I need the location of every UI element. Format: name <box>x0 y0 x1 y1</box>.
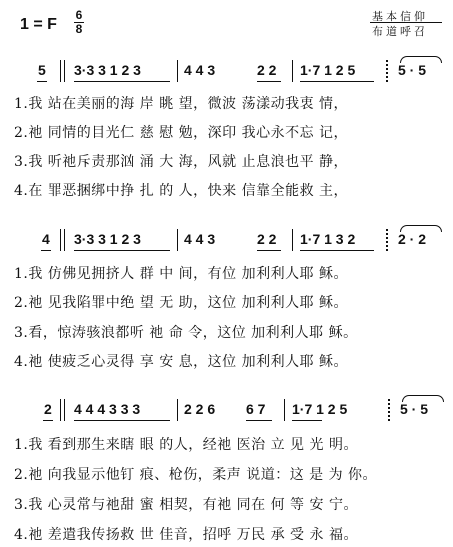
measure-1: 3·3 3 1 2 3 <box>74 62 141 78</box>
verse-line: 3.我 听祂斥责那汹 涌 大 海，风就 止息浪也平 静， <box>14 154 349 170</box>
pickup-note: 5 <box>38 62 46 78</box>
verse-line: 4.祂 差遣我传扬救 世 佳音，招呼 万民 承 受 永 福。 <box>14 527 358 543</box>
meter-top: 6 <box>75 8 83 22</box>
pickup-note: 2 <box>44 401 52 417</box>
measure-2: 4 4 3 <box>184 231 216 247</box>
key-signature: 1 = F <box>20 16 57 33</box>
verse-line: 1.我 站在美丽的海 岸 眺 望，微波 荡漾动我衷 情， <box>14 96 349 112</box>
verse-line: 4.祂 使疲乏心灵得 享 安 息，这位 加利利人耶 稣。 <box>14 354 349 370</box>
notation-line-2 <box>0 231 453 253</box>
measure-1: 3·3 3 1 2 3 <box>74 231 141 247</box>
pickup-note: 4 <box>42 231 50 247</box>
measure-3: 1·7 1 2 5 <box>292 401 348 417</box>
verse-line: 1.我 仿佛见拥挤人 群 中 间，有位 加利利人耶 稣。 <box>14 266 349 282</box>
category-label: 基本信仰 <box>372 10 428 23</box>
verse-line: 3.看，惊涛骇浪都听 祂 命 令，这位 加利利人耶 稣。 <box>14 325 358 341</box>
measure-3: 1·7 1 3 2 <box>300 231 356 247</box>
measure-2-tail: 6 7 <box>246 401 266 417</box>
meter-bottom: 8 <box>75 22 83 36</box>
subcategory-label: 布道呼召 <box>372 25 428 38</box>
measure-4: 5 · 5 <box>398 62 427 78</box>
measure-2-tail: 2 2 <box>257 231 277 247</box>
verse-line: 3.我 心灵常与祂甜 蜜 相契，有祂 同在 何 等 安 宁。 <box>14 497 358 513</box>
measure-3: 1·7 1 2 5 <box>300 62 356 78</box>
verse-line: 2.祂 见我陷罪中绝 望 无 助，这位 加利利人耶 稣。 <box>14 295 349 311</box>
time-signature <box>74 10 84 35</box>
notation-line-1 <box>0 62 453 84</box>
verse-line: 2.祂 向我显示他钉 痕、枪伤，柔声 说道：这 是 为 你。 <box>14 467 378 483</box>
measure-2: 2 2 6 <box>184 401 216 417</box>
verse-line: 4.在 罪恶捆绑中挣 扎 的 人，快来 信靠全能救 主， <box>14 183 349 199</box>
measure-4: 5 · 5 <box>400 401 429 417</box>
measure-2: 4 4 3 <box>184 62 216 78</box>
measure-1: 4 4 4 3 3 3 <box>74 401 141 417</box>
measure-4: 2 · 2 <box>398 231 427 247</box>
measure-2-tail: 2 2 <box>257 62 277 78</box>
verse-line: 2.祂 同情的目光仁 慈 慰 勉，深印 我心永不忘 记， <box>14 125 349 141</box>
notation-line-3 <box>0 401 453 423</box>
verse-line: 1.我 看到那生来瞎 眼 的人，经祂 医治 立 见 光 明。 <box>14 437 358 453</box>
